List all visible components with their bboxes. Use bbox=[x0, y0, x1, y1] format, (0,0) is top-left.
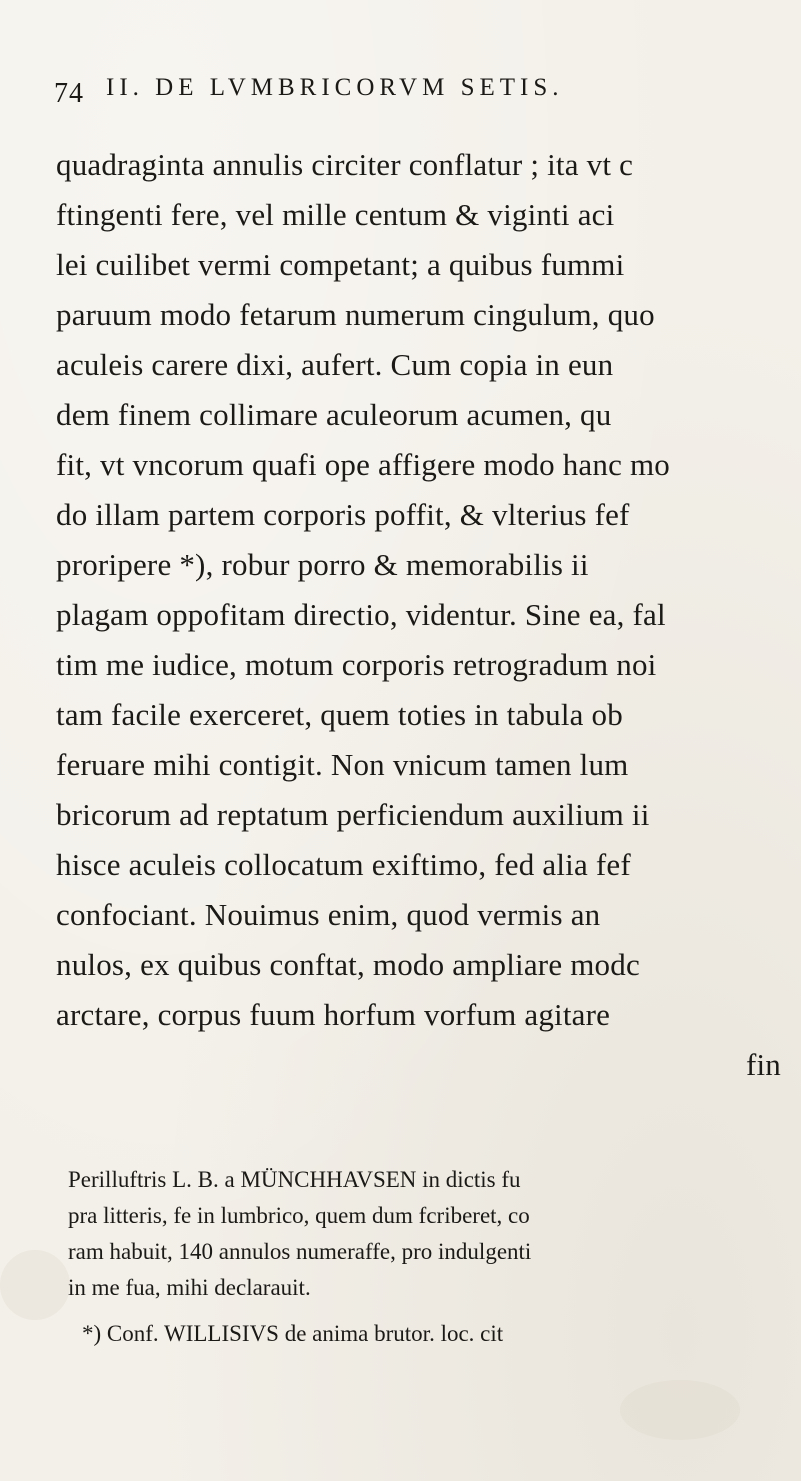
text-line: nulos, ex quibus conftat, modo ampliare modc bbox=[56, 947, 640, 982]
text-line: feruare mihi contigit. Non vnicum tamen lum bbox=[56, 747, 629, 782]
text-line: fit, vt vncorum quafi ope affigere modo hanc mo bbox=[56, 447, 671, 482]
text-line: arctare, corpus fuum horfum vorfum agitare bbox=[56, 997, 611, 1032]
footnote-line: ram habuit, 140 annulos numeraffe, pro indulgenti bbox=[68, 1239, 532, 1264]
text-line: do illam partem corporis poffit, & vlterius fef bbox=[56, 497, 630, 532]
text-line: dem finem collimare aculeorum acumen, qu bbox=[56, 397, 612, 432]
footnote-reference: *) Conf. WILLISIVS de anima brutor. loc. cit bbox=[82, 1321, 504, 1346]
footnote-line: pra litteris, fe in lumbrico, quem dum fcriberet, co bbox=[68, 1203, 530, 1228]
text-line: plagam oppofitam directio, videntur. Sine ea, fal bbox=[56, 597, 666, 632]
main-text bbox=[56, 140, 801, 1090]
footnote-line: Perilluftris L. B. a MÜNCHHAVSEN in dictis fu bbox=[68, 1167, 521, 1192]
running-head: II. DE LVMBRICORVM SETIS. bbox=[106, 74, 564, 101]
paper-stain bbox=[620, 1380, 740, 1440]
text-line: quadraginta annulis circiter conflatur ; ita vt c bbox=[56, 147, 634, 182]
text-line: proripere *), robur porro & memorabilis ii bbox=[56, 547, 589, 582]
text-line: paruum modo fetarum numerum cingulum, quo bbox=[56, 297, 655, 332]
text-line: confociant. Nouimus enim, quod vermis an bbox=[56, 897, 601, 932]
text-line: bricorum ad reptatum perficiendum auxilium ii bbox=[56, 797, 650, 832]
page-number: 74 bbox=[54, 78, 84, 109]
text-line: lei cuilibet vermi competant; a quibus fummi bbox=[56, 247, 625, 282]
text-line: ftingenti fere, vel mille centum & viginti aci bbox=[56, 197, 615, 232]
text-line: tim me iudice, motum corporis retrogradum noi bbox=[56, 647, 657, 682]
catchword: fin bbox=[745, 1047, 781, 1082]
paper-stain bbox=[0, 1250, 70, 1320]
footnotes bbox=[68, 1162, 801, 1352]
text-line: aculeis carere dixi, aufert. Cum copia in eun bbox=[56, 347, 614, 382]
footnote-line: in me fua, mihi declarauit. bbox=[68, 1275, 311, 1300]
page-header bbox=[54, 68, 801, 118]
text-line: hisce aculeis collocatum exiftimo, fed alia fef bbox=[56, 847, 631, 882]
text-line: tam facile exerceret, quem toties in tabula ob bbox=[56, 697, 623, 732]
